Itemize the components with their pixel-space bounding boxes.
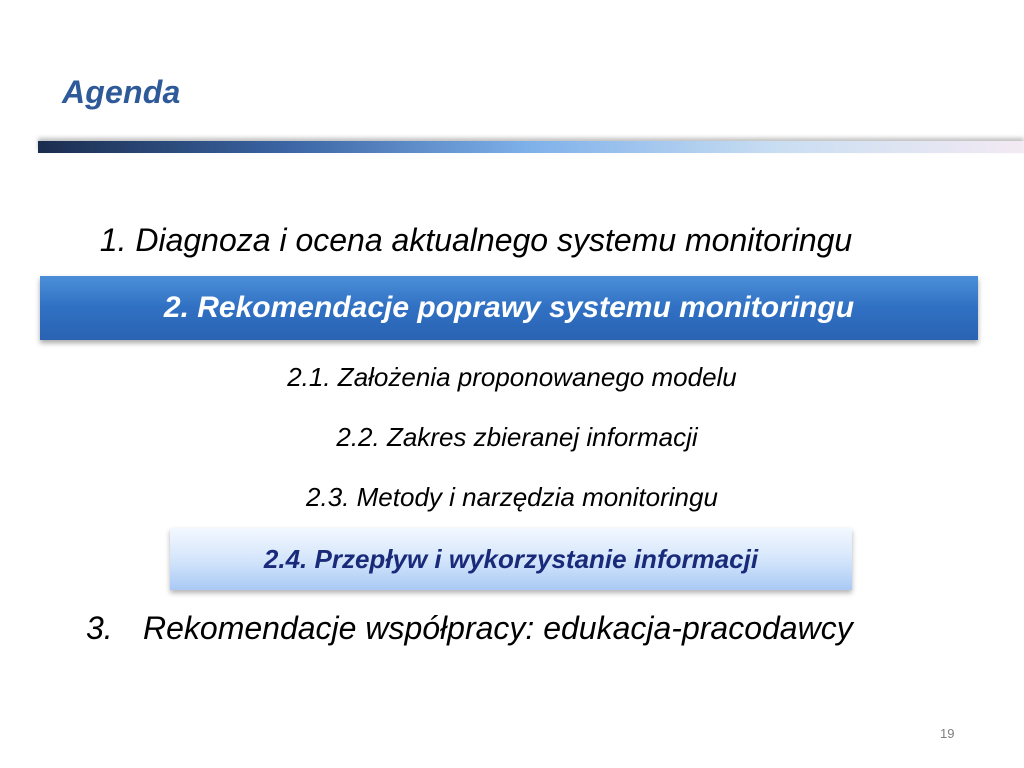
slide-title: Agenda: [62, 74, 181, 110]
title-underline-bar: [38, 141, 1024, 153]
agenda-item-3-text: Rekomendacje współpracy: edukacja-pracodawcy: [143, 610, 853, 646]
agenda-item-3-number: 3.: [86, 610, 113, 646]
agenda-subitem-2-2: 2.2. Zakres zbieranej informacji: [336, 422, 698, 452]
agenda-item-3: [86, 610, 853, 647]
page-number: 19: [940, 726, 955, 741]
agenda-item-2: 2. Rekomendacje poprawy systemu monitoringu: [163, 291, 855, 324]
agenda-item-1: 1. Diagnoza i ocena aktualnego systemu monitoringu: [99, 222, 853, 258]
agenda-subitem-2-3: 2.3. Metody i narzędzia monitoringu: [306, 482, 718, 512]
agenda-subitem-2-4: 2.4. Przepływ i wykorzystanie informacji: [263, 544, 759, 574]
agenda-subitem-2-1: 2.1. Założenia proponowanego modelu: [287, 362, 737, 392]
